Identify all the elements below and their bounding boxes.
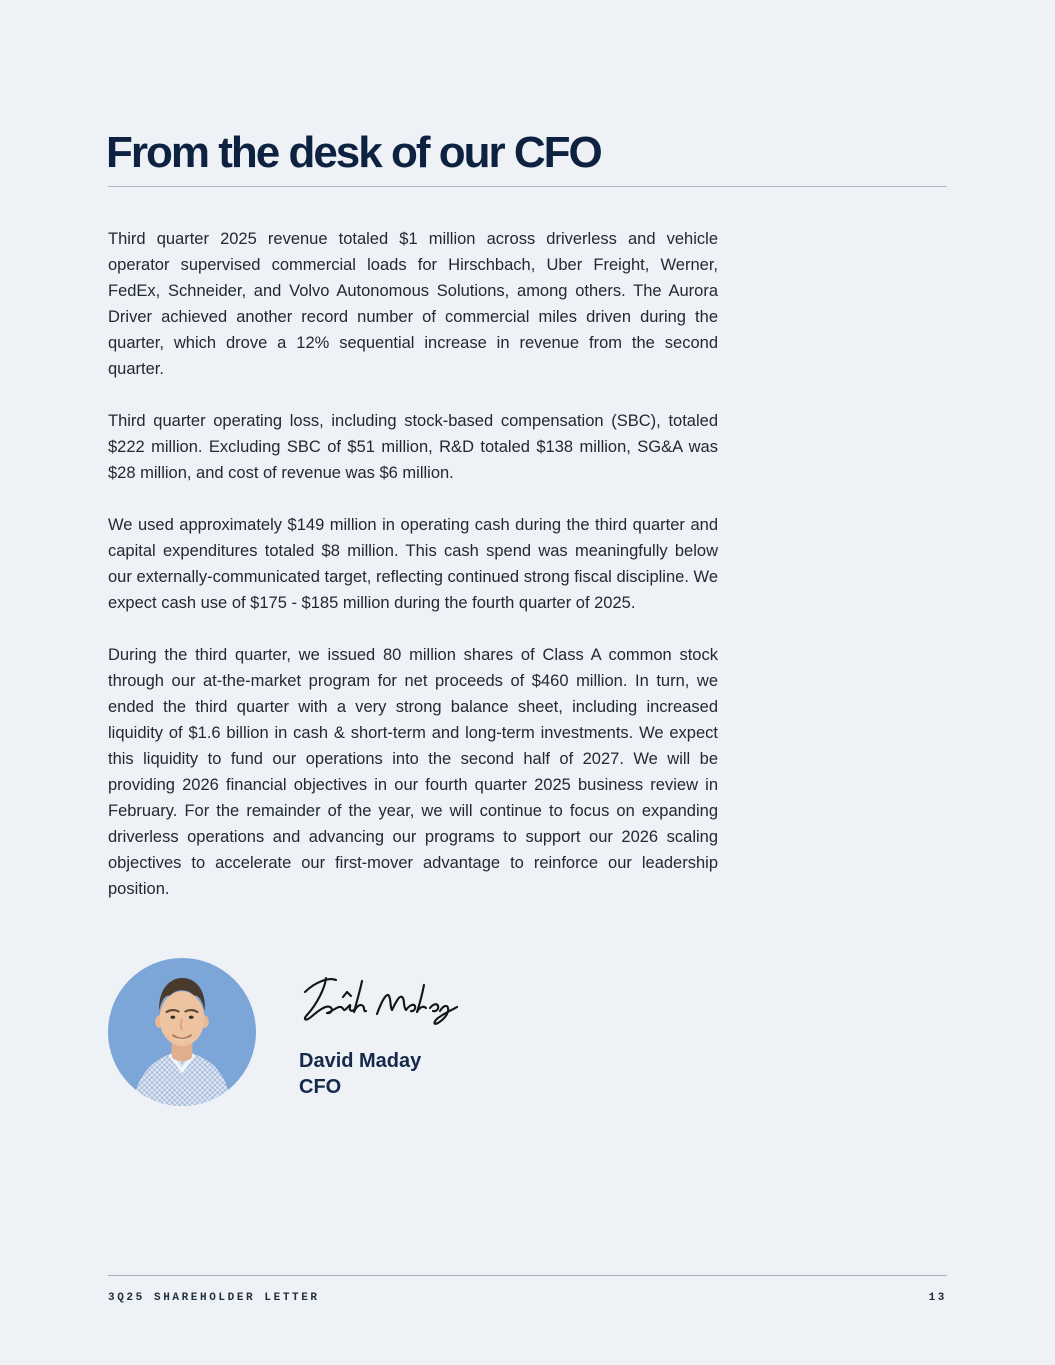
cfo-headshot-photo bbox=[108, 958, 256, 1106]
signatory-role: CFO bbox=[299, 1076, 342, 1098]
footer-page-number: 13 bbox=[928, 1292, 947, 1304]
letter-paragraph-4: During the third quarter, we issued 80 million shares of Class A common stock through our at-the-market program for net proceeds of $460 million. In turn, we ended the third quarter with a very strong balance sheet, including increased liquidity of $1.6 billion in cash & short-term and long-term investments. We expect this liquidity to fund our operations into the second half of 2027. We will be providing 2026 financial objectives in our fourth quarter 2025 business review in February. For the remainder of the year, we will continue to focus on expanding driverless operations and advancing our programs to support our 2026 scaling objectives to accelerate our first-mover advantage to reinforce our leadership position. bbox=[108, 646, 718, 898]
letter-paragraph-3: We used approximately $149 million in operating cash during the third quarter and capital expenditures totaled $8 million. This cash spend was meaningfully below our externally-communicated target, reflecting continued strong fiscal discipline. We expect cash use of $175 - $185 million during the fourth quarter of 2025. bbox=[108, 516, 718, 612]
cfo-signature bbox=[299, 966, 459, 1028]
title-divider bbox=[108, 186, 947, 187]
footer-document-label: 3Q25 SHAREHOLDER LETTER bbox=[108, 1292, 320, 1304]
page-title: From the desk of our CFO bbox=[106, 128, 601, 177]
signatory-name: David Maday bbox=[299, 1050, 422, 1072]
letter-paragraph-1: Third quarter 2025 revenue totaled $1 million across driverless and vehicle operator supervised commercial loads for Hirschbach, Uber Freight, Werner, FedEx, Schneider, and Volvo Autonomous Solutions, among others. The Aurora Driver achieved another record number of commercial miles driven during the quarter, which drove a 12% sequential increase in revenue from the second quarter. bbox=[108, 230, 718, 378]
letter-paragraph-2: Third quarter operating loss, including stock-based compensation (SBC), totaled $222 million. Excluding SBC of $51 million, R&D totaled $138 million, SG&A was $28 million, and cost of revenue was $6 million. bbox=[108, 412, 718, 482]
footer-divider bbox=[108, 1275, 947, 1276]
letter-body bbox=[108, 226, 718, 928]
signature-block bbox=[299, 966, 459, 1100]
